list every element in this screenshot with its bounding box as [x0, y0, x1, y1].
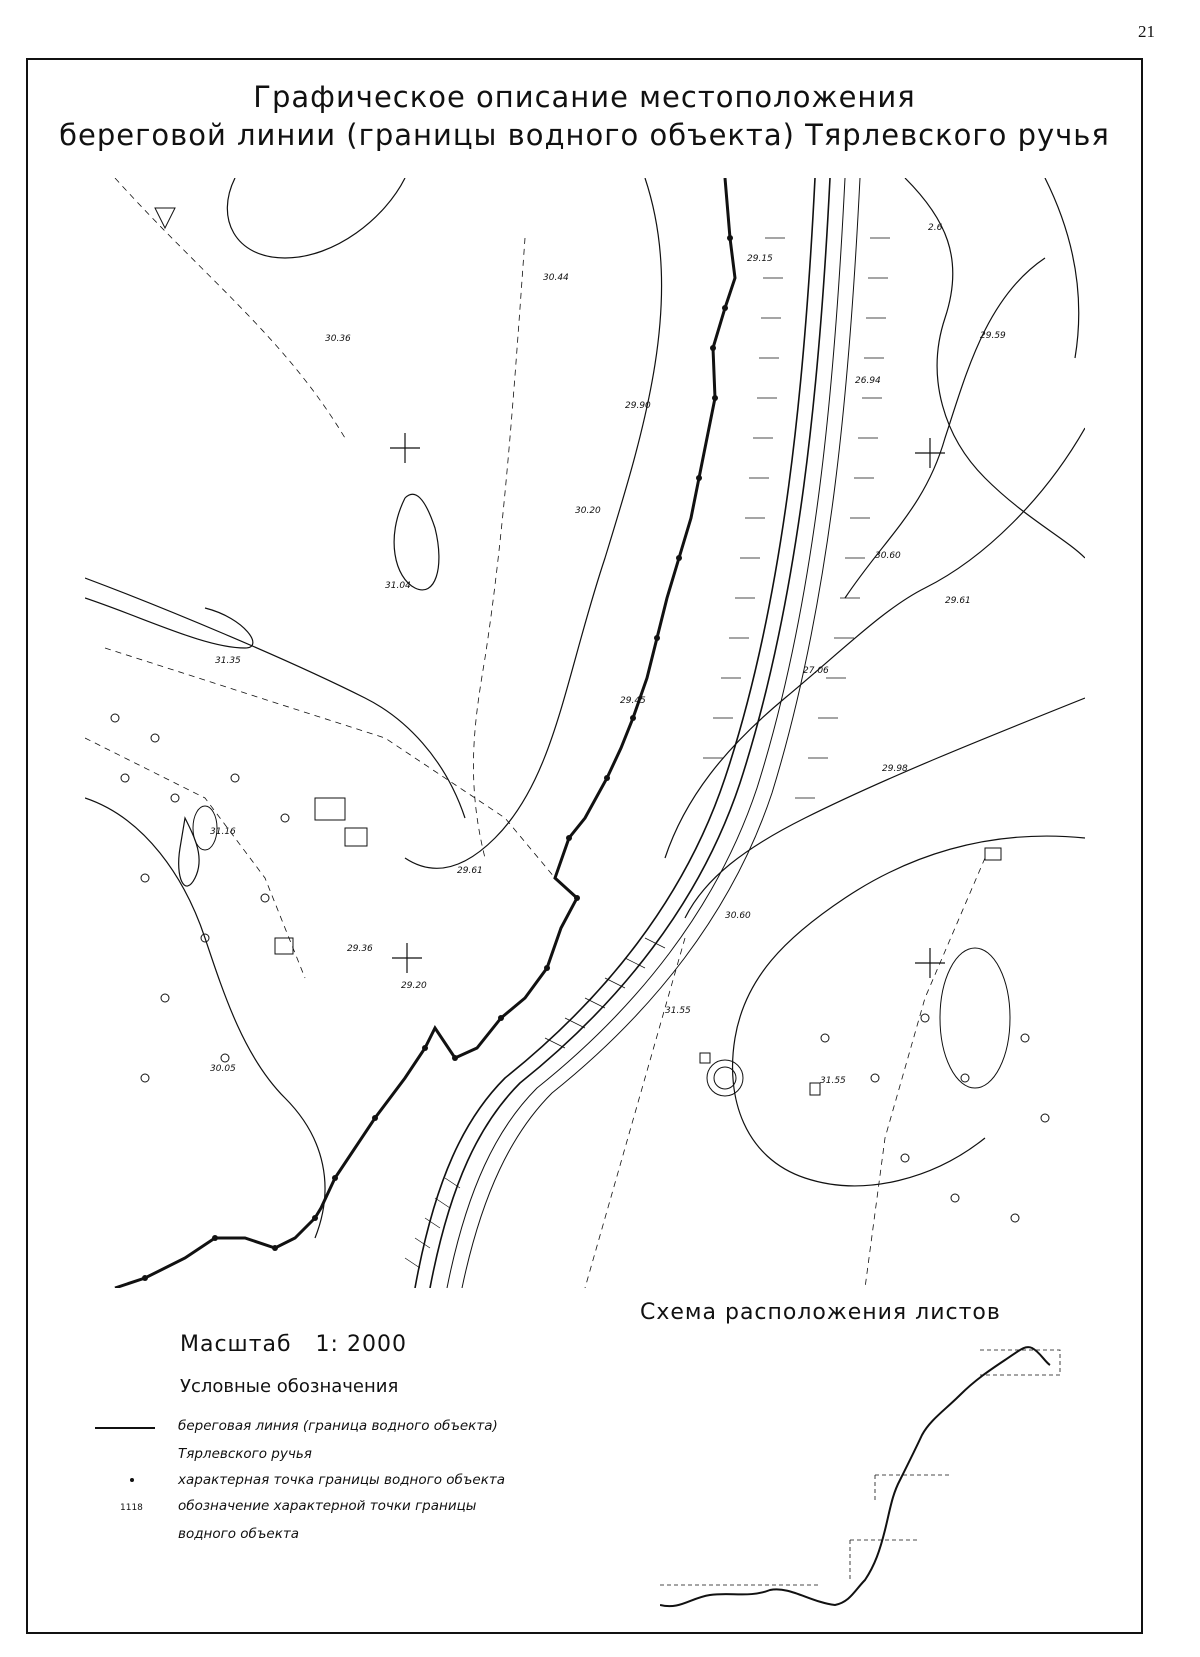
elevation-label: 31.55 — [820, 1076, 846, 1086]
elevation-label: 31.16 — [210, 827, 236, 837]
scale-value: 1: 2000 — [315, 1332, 407, 1357]
elevation-label: 31.04 — [385, 581, 411, 591]
road-line-3 — [447, 178, 845, 1288]
embankment-hatching — [405, 238, 890, 1268]
elevation-label: 29.15 — [747, 254, 773, 264]
sheet-layout-title: Схема расположения листов — [640, 1300, 1001, 1325]
elevation-label: 30.60 — [725, 911, 751, 921]
plot-boundaries — [85, 178, 985, 1288]
elevation-label: 29.59 — [980, 331, 1006, 341]
scale-label — [180, 1332, 407, 1357]
road-line-2 — [430, 178, 830, 1288]
elevation-label: 27.06 — [803, 666, 829, 676]
sheet-outline-3 — [850, 1540, 920, 1580]
topographic-map — [85, 178, 1085, 1288]
legend-item-point: характерная точка границы водного объекта — [178, 1472, 505, 1488]
elevation-label: 29.90 — [625, 401, 651, 411]
elevation-label: 30.44 — [543, 273, 569, 283]
legend-code-symbol: 1118 — [120, 1503, 143, 1513]
elevation-label: 29.98 — [882, 764, 908, 774]
page-number: 21 — [1138, 22, 1155, 41]
elevation-label: 31.35 — [215, 656, 241, 666]
buildings — [275, 798, 1001, 1095]
legend-item-shoreline-2: Тярлевского ручья — [178, 1446, 312, 1462]
elevation-label: 30.60 — [875, 551, 901, 561]
map-title-line-2: береговой линии (границы водного объекта) Тярлевского ручья — [59, 118, 1110, 152]
legend-title: Условные обозначения — [180, 1376, 399, 1397]
scale-word: Масштаб — [180, 1332, 292, 1357]
sheet-outline-2 — [875, 1475, 950, 1500]
legend-point-symbol — [130, 1478, 134, 1482]
map-title-line-1: Графическое описание местоположения — [253, 80, 916, 114]
stream-overview-line — [660, 1347, 1050, 1606]
contour-lines — [85, 178, 1085, 1238]
elevation-label: 30.20 — [575, 506, 601, 516]
sheet-layout-scheme — [660, 1340, 1120, 1610]
elevation-label: 30.36 — [325, 334, 351, 344]
legend-shoreline-symbol — [95, 1427, 155, 1429]
elevation-label: 29.61 — [945, 596, 971, 606]
elevation-label: 30.05 — [210, 1064, 236, 1074]
elevation-label: 31.55 — [665, 1006, 691, 1016]
legend-item-shoreline: береговая линия (граница водного объекта) — [178, 1418, 498, 1434]
legend-item-code-2: водного объекта — [178, 1526, 299, 1542]
characteristic-points — [142, 235, 733, 1281]
legend-item-code: обозначение характерной точки границы — [178, 1498, 477, 1514]
elevation-label: 29.45 — [620, 696, 646, 706]
elevation-label: 2.6 — [928, 223, 943, 233]
elevation-label: 26.94 — [855, 376, 881, 386]
shoreline — [115, 178, 735, 1288]
elevation-label: 29.36 — [347, 944, 373, 954]
grid-crosses — [390, 433, 945, 978]
road-line-4 — [462, 178, 860, 1288]
elevation-label: 29.20 — [401, 981, 427, 991]
elevation-label: 29.61 — [457, 866, 483, 876]
